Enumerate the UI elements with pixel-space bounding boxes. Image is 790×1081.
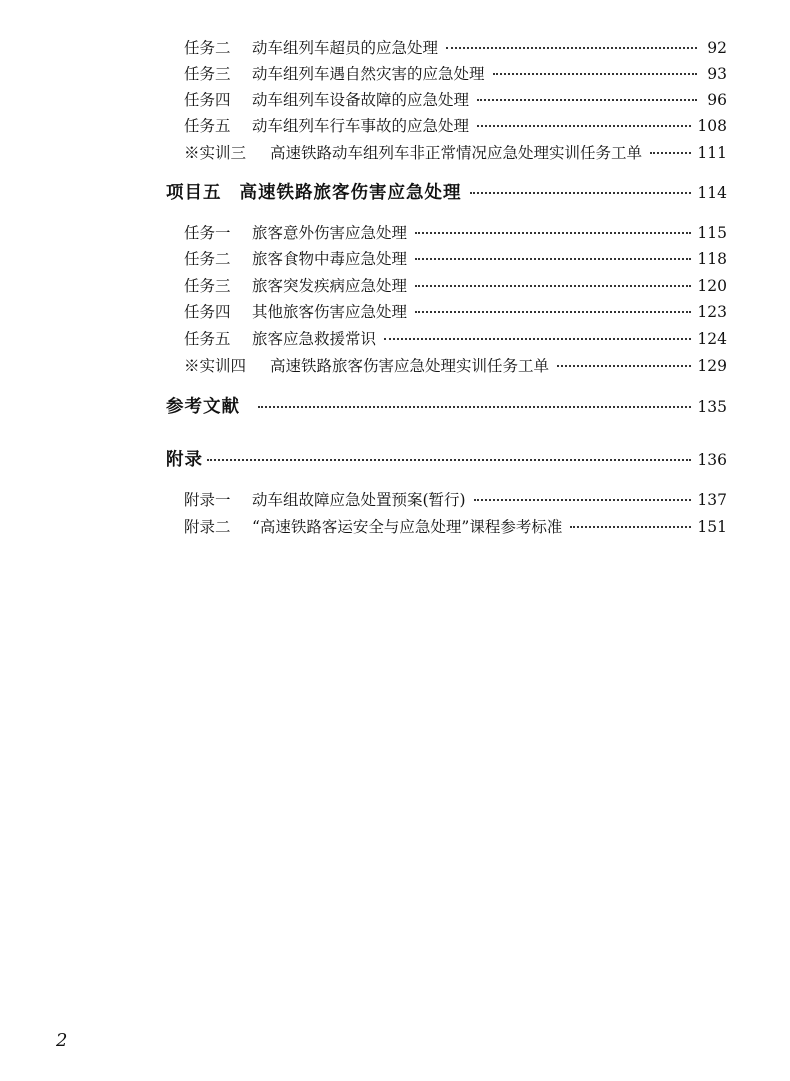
toc-entry-page: 118 — [697, 250, 727, 268]
toc-entry-page: 123 — [697, 303, 727, 321]
dot-leader — [446, 46, 697, 49]
toc-entry-label: 任务五 — [184, 330, 231, 348]
toc-entry-label: 任务五 — [184, 117, 231, 135]
toc-section-heading[interactable] — [166, 395, 727, 419]
toc-entry-page: 92 — [707, 39, 727, 57]
toc-entry[interactable] — [184, 354, 727, 378]
toc-entry[interactable] — [184, 488, 727, 512]
toc-entry-title: 高速铁路动车组列车非正常情况应急处理实训任务工单 — [270, 144, 643, 162]
toc-entry-page: 124 — [697, 330, 727, 348]
toc-entry-label: 任务四 — [184, 91, 231, 109]
toc-entry[interactable] — [184, 300, 727, 324]
toc-entry-page: 135 — [697, 398, 727, 416]
toc-entry-page: 137 — [697, 491, 727, 509]
toc-entry-page: 120 — [697, 277, 727, 295]
toc-entry-label: ※实训三 — [184, 144, 247, 162]
dot-leader — [557, 364, 691, 367]
toc-entry[interactable] — [184, 515, 727, 539]
toc-entry[interactable] — [184, 88, 727, 112]
toc-entry-page: 108 — [697, 117, 727, 135]
toc-entry-label: 任务一 — [184, 224, 231, 242]
toc-entry-title: 动车组列车遇自然灾害的应急处理 — [252, 65, 485, 83]
dot-leader — [477, 124, 691, 127]
dot-leader — [207, 458, 691, 461]
dot-leader — [650, 151, 691, 154]
toc-entry-label: 项目五 — [166, 183, 222, 203]
dot-leader — [415, 284, 691, 287]
toc-entry-page: 129 — [697, 357, 727, 375]
toc-entry-label: 任务三 — [184, 277, 231, 295]
dot-leader — [477, 98, 697, 101]
toc-entry-page: 96 — [707, 91, 727, 109]
toc-entry-title: 参考文献 — [166, 397, 240, 417]
toc-entry[interactable] — [184, 327, 727, 351]
dot-leader — [415, 310, 691, 313]
toc-entry-page: 114 — [697, 184, 727, 202]
dot-leader — [474, 498, 692, 501]
toc-entry-label: 附录一 — [184, 491, 231, 509]
toc-entry-title: 旅客意外伤害应急处理 — [252, 224, 408, 242]
toc-section-heading[interactable] — [166, 181, 727, 205]
dot-leader — [258, 405, 691, 408]
toc-entry-title: 动车组列车设备故障的应急处理 — [252, 91, 470, 109]
toc-entry[interactable] — [184, 141, 727, 165]
toc-entry-label: 任务二 — [184, 250, 231, 268]
toc-entry-title: 旅客食物中毒应急处理 — [252, 250, 408, 268]
dot-leader — [415, 257, 691, 260]
toc-entry-page: 115 — [697, 224, 727, 242]
toc-entry-title: 高速铁路旅客伤害应急处理实训任务工单 — [270, 357, 550, 375]
dot-leader — [570, 525, 691, 528]
toc-entry-title: 动车组列车超员的应急处理 — [252, 39, 439, 57]
page-number: 2 — [56, 1030, 68, 1051]
toc-entry[interactable] — [184, 247, 727, 271]
toc-entry-page: 151 — [697, 518, 727, 536]
toc-entry-page: 93 — [707, 65, 727, 83]
toc-entry[interactable] — [184, 114, 727, 138]
toc-entry[interactable] — [184, 36, 727, 60]
toc-entry-label: 任务四 — [184, 303, 231, 321]
toc-entry-title: 高速铁路旅客伤害应急处理 — [239, 183, 462, 203]
dot-leader — [415, 231, 691, 234]
toc-entry-title: “高速铁路客运安全与应急处理”课程参考标准 — [252, 518, 563, 536]
toc-entry-label: 任务三 — [184, 65, 231, 83]
toc-entry-title: 附录 — [166, 450, 203, 470]
dot-leader — [384, 337, 691, 340]
dot-leader — [493, 72, 697, 75]
toc-entry[interactable] — [184, 274, 727, 298]
toc-entry[interactable] — [184, 62, 727, 86]
toc-entry-title: 动车组故障应急处置预案(暂行) — [252, 491, 466, 509]
toc-entry-label: 附录二 — [184, 518, 231, 536]
toc-entry-title: 旅客突发疾病应急处理 — [252, 277, 408, 295]
toc-entry-page: 111 — [697, 144, 727, 162]
toc-entry-title: 动车组列车行车事故的应急处理 — [252, 117, 470, 135]
dot-leader — [470, 191, 692, 194]
toc-entry-label: ※实训四 — [184, 357, 247, 375]
toc-entry-page: 136 — [697, 451, 727, 469]
toc-entry-label: 任务二 — [184, 39, 231, 57]
toc-entry-title: 其他旅客伤害应急处理 — [252, 303, 408, 321]
toc-section-heading[interactable] — [166, 448, 727, 472]
toc-entry-title: 旅客应急救援常识 — [252, 330, 377, 348]
toc-entry[interactable] — [184, 221, 727, 245]
